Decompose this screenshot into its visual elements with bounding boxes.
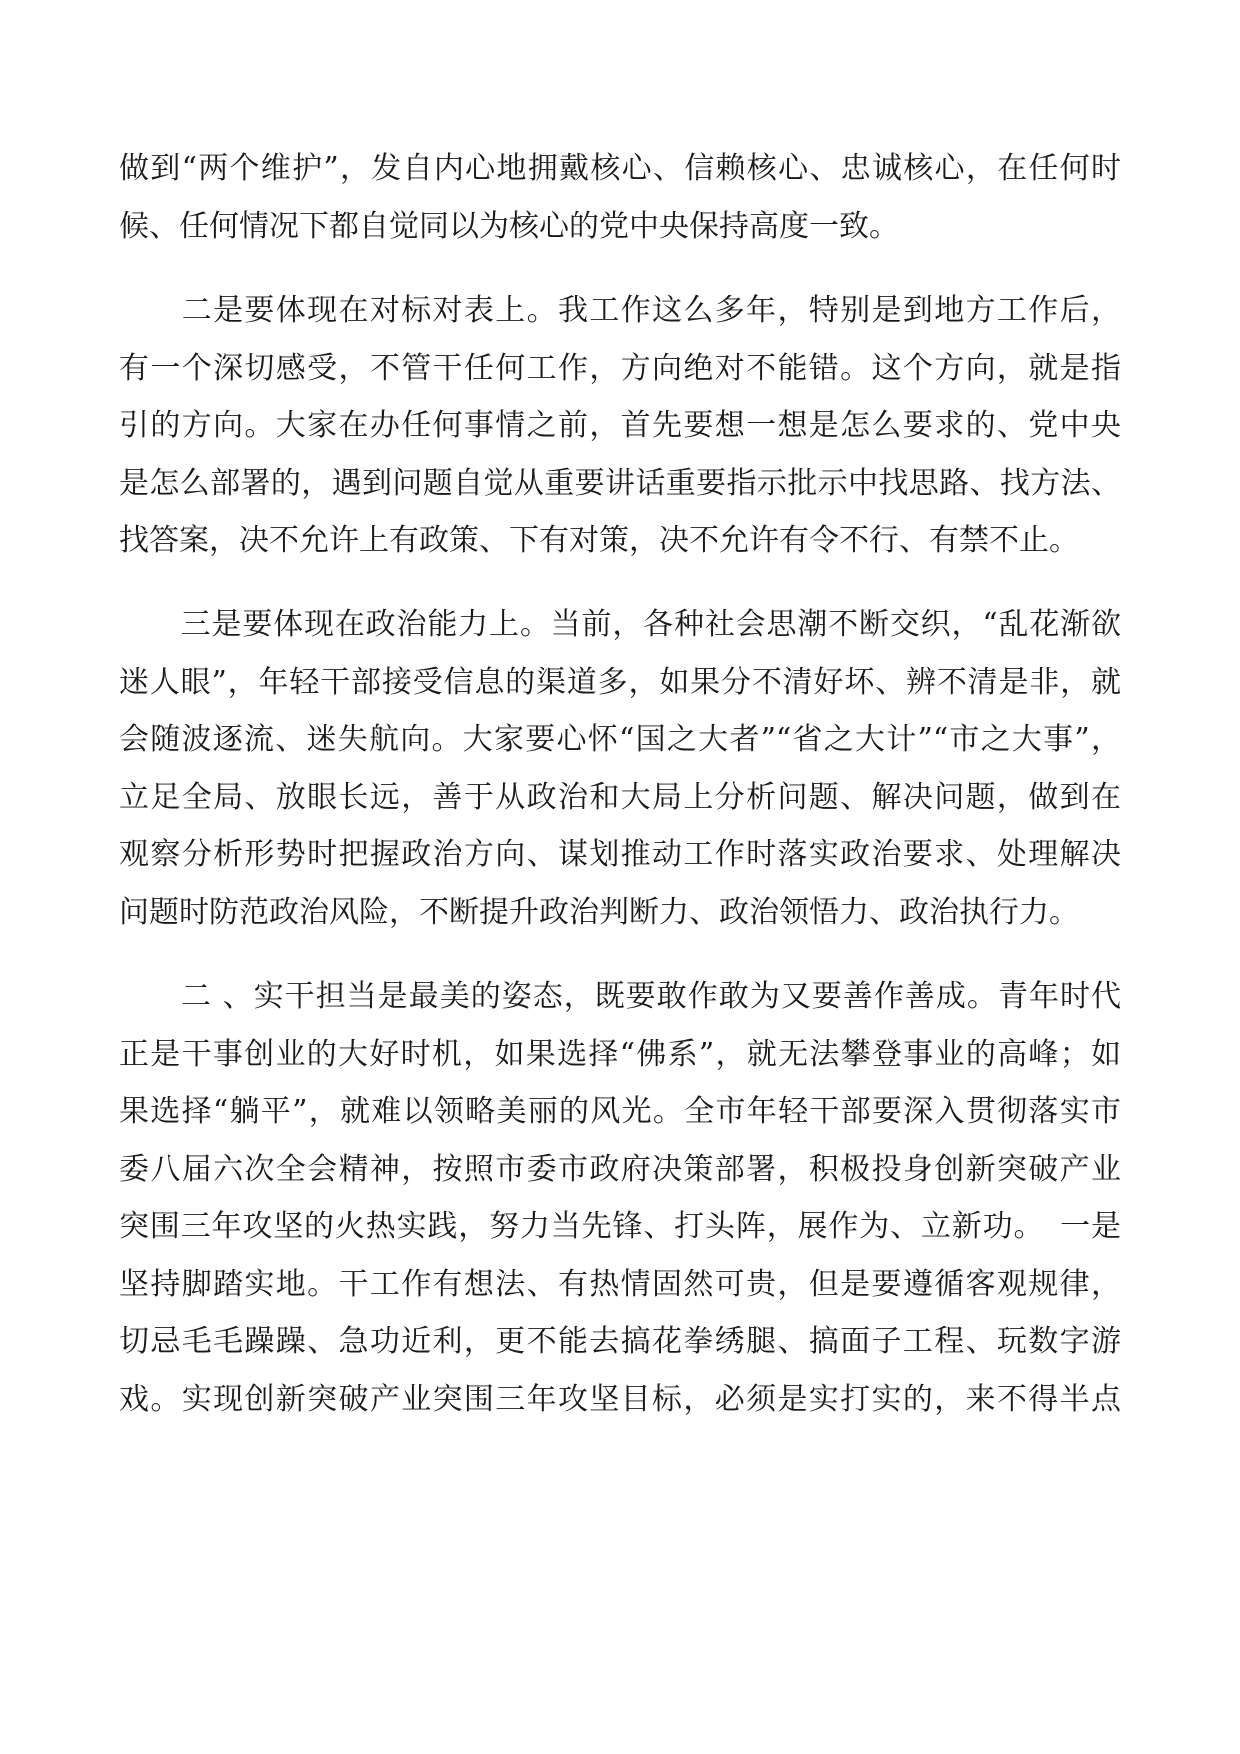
paragraph-3 xyxy=(119,596,1121,941)
text-line: 三是要体现在政治能力上。当前，各种社会思潮不断交织，“乱花渐欲 xyxy=(119,607,1121,642)
text-line: 迷人眼”，年轻干部接受信息的渠道多，如果分不清好坏、辨不清是非，就 xyxy=(119,664,1121,700)
text-line: 二 、实干担当是最美的姿态，既要敢作敢为又要善作善成。青年时代 xyxy=(119,979,1121,1014)
text-line: 正是干事创业的大好时机，如果选择“佛系”，就无法攀登事业的高峰；如 xyxy=(119,1036,1121,1072)
text-line: 候、任何情况下都自觉同以为核心的党中央保持高度一致。 xyxy=(119,208,899,244)
text-line: 立足全局、放眼长远，善于从政治和大局上分析问题、解决问题，做到在 xyxy=(119,779,1121,815)
text-line: 突围三年攻坚的火热实践，努力当先锋、打头阵，展作为、立新功。 一是 xyxy=(119,1209,1121,1244)
text-line: 是怎么部署的，遇到问题自觉从重要讲话重要指示批示中找思路、找方法、 xyxy=(119,465,1121,501)
text-line: 引的方向。大家在办任何事情之前，首先要想一想是怎么要求的、党中央 xyxy=(119,408,1121,443)
text-line: 委八届六次全会精神，按照市委市政府决策部署，积极投身创新突破产业 xyxy=(119,1151,1121,1187)
text-line: 果选择“躺平”，就难以领略美丽的风光。全市年轻干部要深入贯彻落实市 xyxy=(119,1094,1121,1129)
text-line: 观察分析形势时把握政治方向、谋划推动工作时落实政治要求、处理解决 xyxy=(119,837,1121,872)
text-line: 问题时防范政治风险，不断提升政治判断力、政治领悟力、政治执行力。 xyxy=(119,894,1079,930)
text-line: 二是要体现在对标对表上。我工作这么多年，特别是到地方工作后， xyxy=(119,293,1121,328)
text-line: 会随波逐流、迷失航向。大家要心怀“国之大者”“省之大计”“市之大事”， xyxy=(119,722,1121,757)
paragraph-2 xyxy=(119,282,1121,570)
paragraph-1 xyxy=(119,140,1121,255)
paragraph-4 xyxy=(119,968,1121,1428)
text-line: 切忌毛毛躁躁、急功近利，更不能去搞花拳绣腿、搞面子工程、玩数字游 xyxy=(119,1324,1121,1359)
text-line: 坚持脚踏实地。干工作有想法、有热情固然可贵，但是要遵循客观规律， xyxy=(119,1266,1121,1302)
text-line: 戏。实现创新突破产业突围三年攻坚目标，必须是实打实的，来不得半点 xyxy=(119,1381,1121,1417)
text-line: 有一个深切感受，不管干任何工作，方向绝对不能错。这个方向，就是指 xyxy=(119,350,1121,386)
text-line: 找答案，决不允许上有政策、下有对策，决不允许有令不行、有禁不止。 xyxy=(119,523,1079,558)
text-line: 做到“两个维护”，发自内心地拥戴核心、信赖核心、忠诚核心，在任何时 xyxy=(119,151,1121,186)
